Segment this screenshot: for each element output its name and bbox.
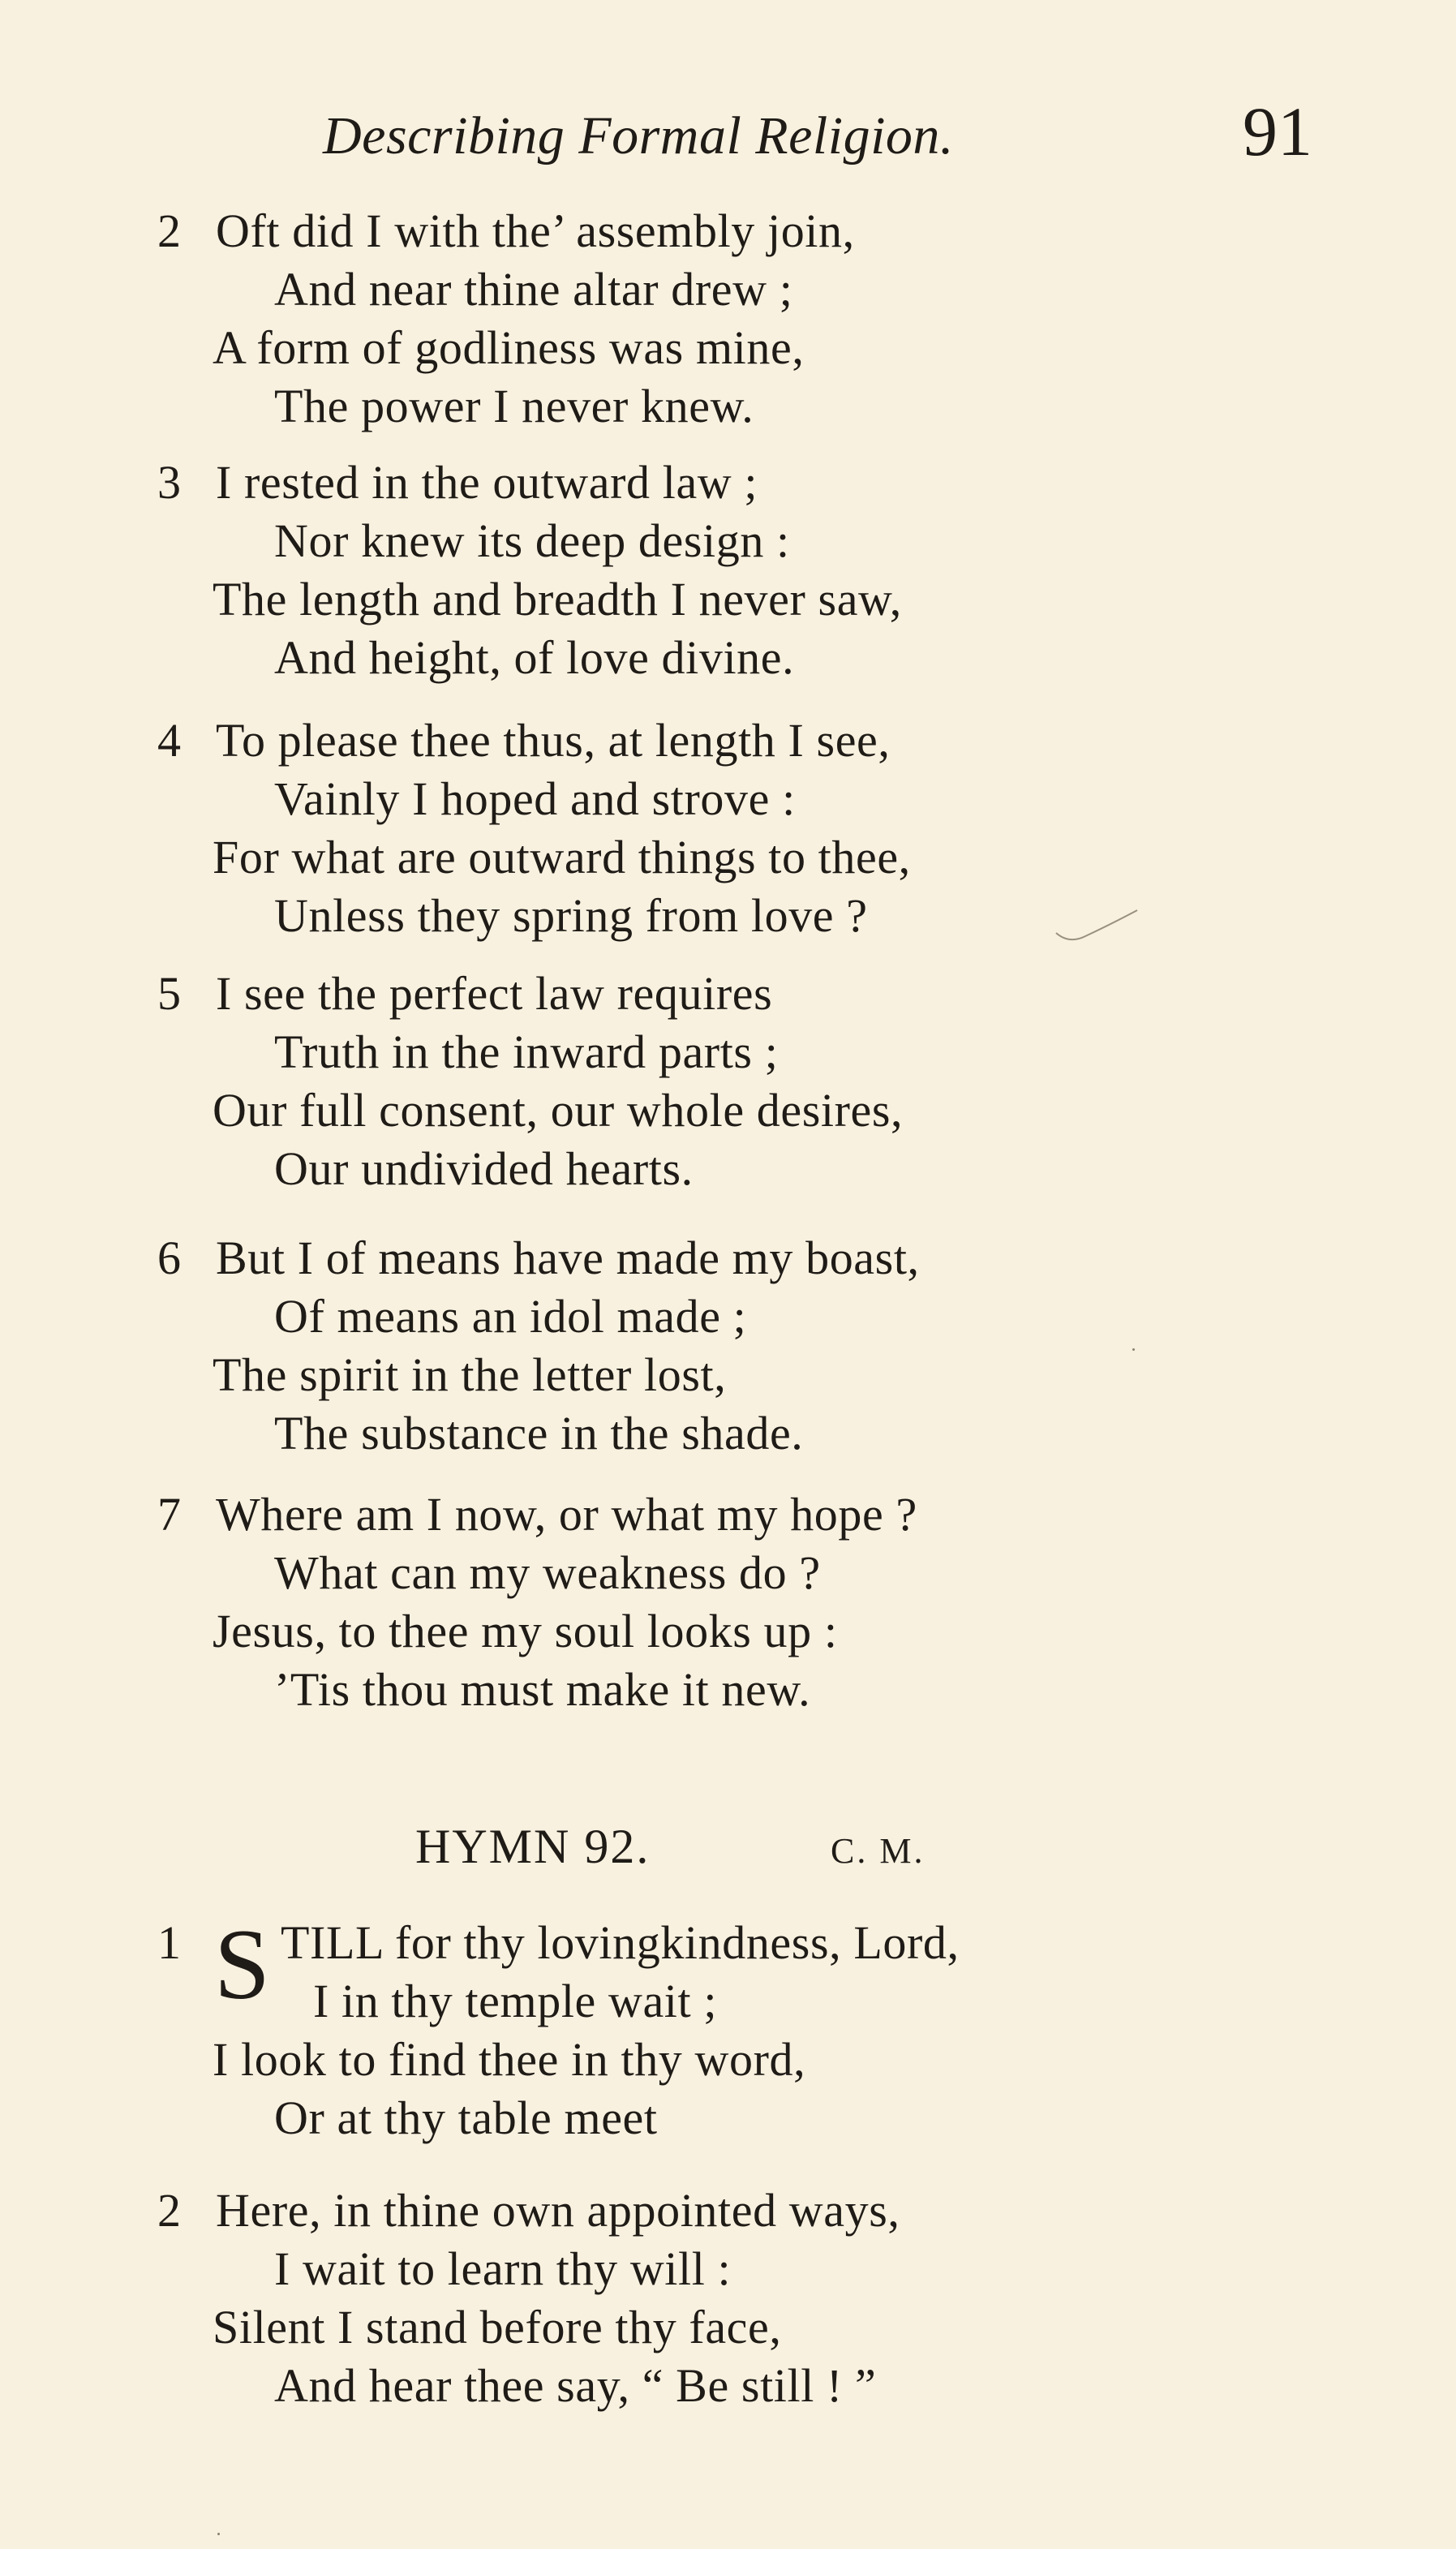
verse-line: I rested in the outward law ; [216,456,758,509]
hymn-title: HYMN 92. [415,1820,651,1873]
verse-line: Oft did I with the’ assembly join, [216,204,855,257]
verse-line: The power I never knew. [274,380,754,432]
verse-line: For what are outward things to thee, [213,831,911,883]
verse-number: 1 [157,1916,181,1969]
verse-line: TILL for thy lovingkindness, Lord, [281,1916,960,1969]
verse-line: What can my weakness do ? [274,1546,821,1599]
verse-line: Jesus, to thee my soul looks up : [213,1605,838,1657]
verse-line: I look to find thee in thy word, [213,2033,806,2086]
verse-line: A form of godliness was mine, [213,321,805,374]
drop-cap: S [214,1909,270,2020]
verse-line: And hear thee say, “ Be still ! ” [274,2359,877,2412]
verse-number: 2 [157,2184,181,2237]
page-header [0,91,1456,172]
verse-line: Our full consent, our whole desires, [213,1084,904,1137]
verse-line: I wait to learn thy will : [274,2242,732,2295]
verse-line: ’Tis thou must make it new. [274,1663,811,1716]
hymn-heading [0,1819,1456,1876]
verse-line: Unless they spring from love ? [274,889,868,942]
running-title: Describing Formal Religion. [323,106,954,165]
verse-line: To please thee thus, at length I see, [216,714,891,767]
verse-line: Truth in the inward parts ; [274,1025,779,1078]
verse-line: And near thine altar drew ; [274,263,793,316]
verse-number: 3 [157,456,181,509]
verse-line: But I of means have made my boast, [216,1232,920,1284]
verse-line: The length and breadth I never saw, [213,573,902,625]
verse-line: Nor knew its deep design : [274,514,790,567]
page-number: 91 [1243,92,1312,170]
verse-number: 7 [157,1488,181,1541]
verse-line: Silent I stand before thy face, [213,2301,782,2353]
verse-line: Our undivided hearts. [274,1142,694,1195]
pencil-mark-icon [1053,909,1142,949]
verse-number: 4 [157,714,181,767]
verse-number: 2 [157,204,181,257]
verse-line: Here, in thine own appointed ways, [216,2184,900,2237]
verse-line: And height, of love divine. [274,631,795,684]
verse-line: I in thy temple wait ; [313,1975,718,2027]
verse-number: 5 [157,967,181,1020]
verse-line: The spirit in the letter lost, [213,1348,727,1401]
verse-line: I see the perfect law requires [216,967,773,1020]
paper-speck [1132,1348,1135,1351]
verse-number: 6 [157,1232,181,1284]
verse-line: Where am I now, or what my hope ? [216,1488,917,1541]
verse-line: Or at thy table meet [274,2091,658,2144]
hymn-meter: C. M. [831,1831,926,1871]
verse-line: Of means an idol made ; [274,1290,747,1343]
paper-speck [217,2533,220,2535]
verse-line: The substance in the shade. [274,1407,804,1459]
verse-line: Vainly I hoped and strove : [274,772,796,825]
